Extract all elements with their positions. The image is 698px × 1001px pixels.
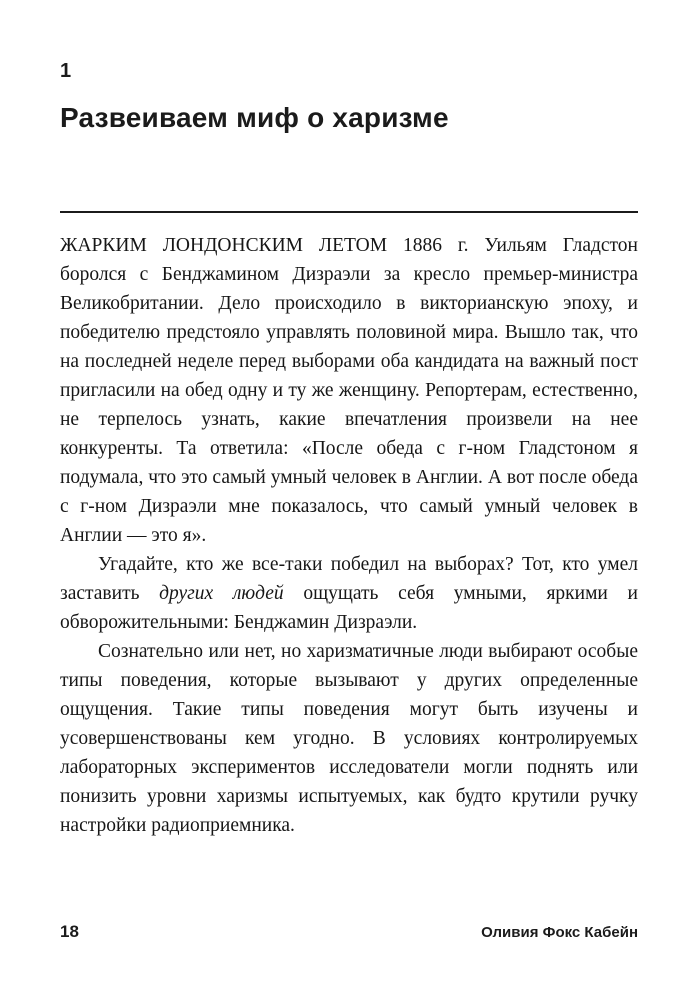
paragraph-2-text-after: ощущать себя умными, яркими и обворожительными: Бенджамин Дизраэли. — [60, 583, 638, 633]
body-text — [60, 231, 638, 840]
chapter-number: 1 — [60, 60, 72, 82]
page-number: 18 — [60, 922, 79, 941]
running-title-author: Оливия Фокс Кабейн — [481, 924, 638, 941]
chapter-title: Развеиваем миф о харизме — [60, 102, 449, 133]
paragraph-3: Сознательно или нет, но харизматичные люди выбирают особые типы поведения, которые вызывают у других определенные ощущения. Такие типы поведения могут быть изучены и усовершенствованы кем угодно. В условиях контролируемых лабораторных экспериментов исследователи могли поднять или понизить уровни харизмы испытуемых, как будто крутили ручку настройки радиоприемника. — [60, 641, 638, 836]
page-footer — [60, 922, 638, 942]
section-divider — [60, 211, 638, 213]
paragraph-1: ЖАРКИМ ЛОНДОНСКИМ ЛЕТОМ 1886 г. Уильям Гладстон боролся с Бенджамином Дизраэли за кресло премьер-министра Великобритании. Дело происходило в викторианскую эпоху, и победителю предстояло управлять половиной мира. Вышло так, что на последней неделе перед выборами оба кандидата на важный пост пригласили на обед одну и ту же женщину. Репортерам, естественно, не терпелось узнать, какие впечатления произвели на нее конкуренты. Та ответила: «После обеда с г-ном Гладстоном я подумала, что это самый умный человек в Англии. А вот после обеда с г-ном Дизраэли мне показалось, что самый умный человек в Англии — это я». — [60, 235, 638, 546]
paragraph-2 — [60, 550, 638, 637]
paragraph-2-text-before: Угадайте, кто же все-таки победил на выборах? Тот, кто умел заставить — [60, 554, 638, 604]
paragraph-2-italic-phrase: других людей — [159, 583, 284, 604]
